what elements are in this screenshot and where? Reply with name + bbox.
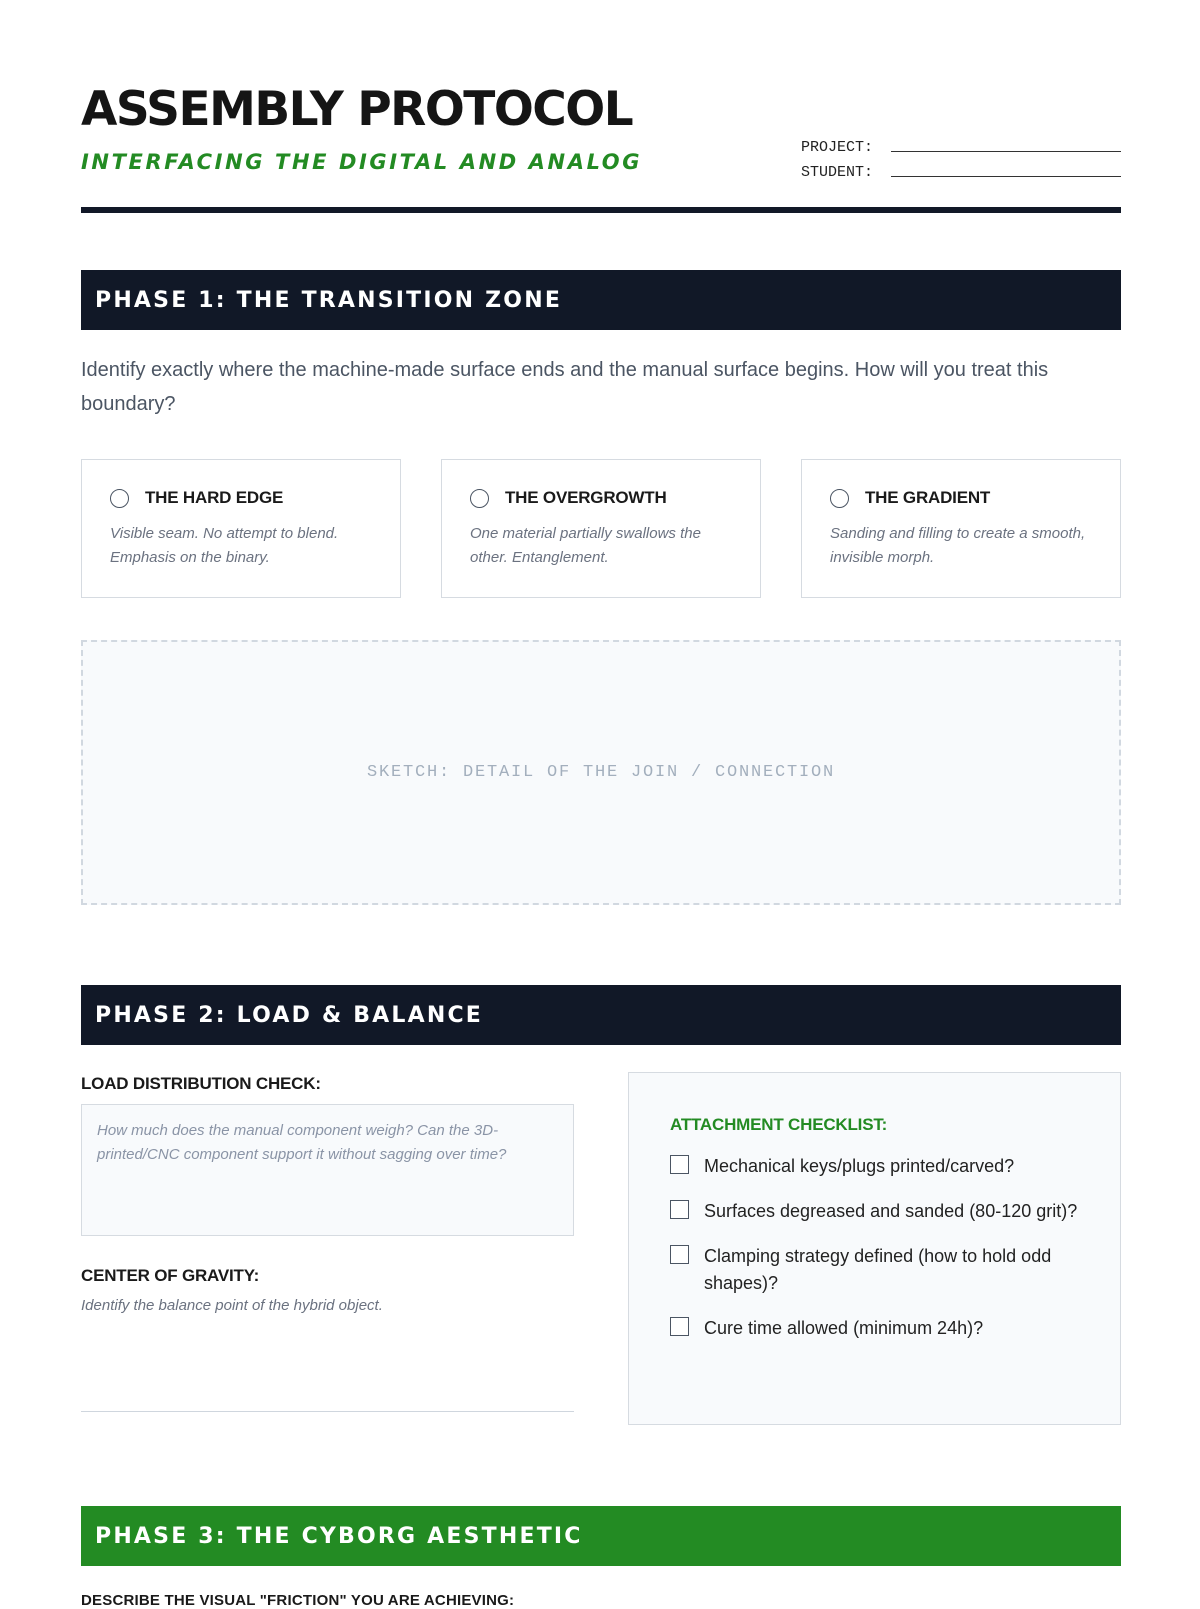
meta-fields — [801, 131, 1121, 181]
option-description: Visible seam. No attempt to blend. Emphasis on the binary. — [110, 525, 339, 566]
option-title: THE OVERGROWTH — [505, 488, 667, 507]
checklist-checkbox[interactable] — [670, 1200, 689, 1219]
checklist-item-label: Cure time allowed (minimum 24h)? — [704, 1318, 984, 1338]
phase3-header: PHASE 3: THE CYBORG AESTHETIC — [81, 1506, 1121, 1566]
checklist-item[interactable] — [670, 1153, 1080, 1180]
checklist-title: ATTACHMENT CHECKLIST: — [670, 1115, 888, 1134]
checklist-item[interactable] — [670, 1198, 1080, 1225]
phase2-header: PHASE 2: LOAD & BALANCE — [81, 985, 1121, 1045]
option-head — [110, 488, 374, 508]
sketch-label: SKETCH: DETAIL OF THE JOIN / CONNECTION — [366, 763, 836, 782]
option-head — [470, 488, 734, 508]
center-of-gravity-field[interactable] — [81, 1411, 574, 1412]
friction-prompt-label: DESCRIBE THE VISUAL "FRICTION" YOU ARE ACHIEVING: — [81, 1592, 515, 1609]
option-head — [830, 488, 1094, 508]
phase1-intro: Identify exactly where the machine-made surface ends and the manual surface begins. How will you treat this boundary? — [81, 359, 1049, 415]
checklist-item-label: Mechanical keys/plugs printed/carved? — [704, 1156, 1015, 1176]
center-of-gravity-hint: Identify the balance point of the hybrid object. — [81, 1297, 383, 1314]
checklist-checkbox[interactable] — [670, 1245, 689, 1264]
student-label: STUDENT: — [801, 164, 874, 181]
project-label: PROJECT: — [801, 139, 874, 156]
phase1-header: PHASE 1: THE TRANSITION ZONE — [81, 270, 1121, 330]
transition-options — [81, 459, 1121, 598]
page-header — [81, 0, 1121, 213]
sketch-area[interactable] — [81, 640, 1121, 905]
page-title: ASSEMBLY PROTOCOL — [81, 82, 633, 137]
option-title: THE GRADIENT — [865, 488, 991, 507]
gradient-radio[interactable] — [830, 489, 849, 508]
option-description: Sanding and filling to create a smooth, invisible morph. — [830, 525, 1086, 566]
checklist-item-label: Clamping strategy defined (how to hold odd shapes)? — [704, 1246, 1052, 1293]
assembly-protocol-page — [81, 0, 1121, 1609]
header-divider — [81, 207, 1121, 213]
option-gradient[interactable] — [801, 459, 1121, 598]
checklist-checkbox[interactable] — [670, 1155, 689, 1174]
option-title: THE HARD EDGE — [145, 488, 284, 507]
page-subtitle: INTERFACING THE DIGITAL AND ANALOG — [81, 150, 643, 174]
load-distribution-label: LOAD DISTRIBUTION CHECK: — [81, 1074, 321, 1093]
option-description: One material partially swallows the other. Entanglement. — [470, 525, 701, 566]
load-distribution-field[interactable]: How much does the manual component weigh? Can the 3D-printed/CNC component support it without sagging over time? — [81, 1104, 574, 1236]
center-of-gravity-label: CENTER OF GRAVITY: — [81, 1266, 260, 1285]
checklist-checkbox[interactable] — [670, 1317, 689, 1336]
project-field[interactable] — [891, 135, 1121, 152]
student-row — [801, 156, 1121, 181]
hard-edge-radio[interactable] — [110, 489, 129, 508]
checklist-item[interactable] — [670, 1315, 1080, 1342]
attachment-checklist — [628, 1072, 1121, 1425]
overgrowth-radio[interactable] — [470, 489, 489, 508]
checklist-item[interactable] — [670, 1243, 1080, 1297]
checklist-item-label: Surfaces degreased and sanded (80-120 grit)? — [704, 1201, 1078, 1221]
option-hard-edge[interactable] — [81, 459, 401, 598]
option-overgrowth[interactable] — [441, 459, 761, 598]
project-row — [801, 131, 1121, 156]
student-field[interactable] — [891, 160, 1121, 177]
